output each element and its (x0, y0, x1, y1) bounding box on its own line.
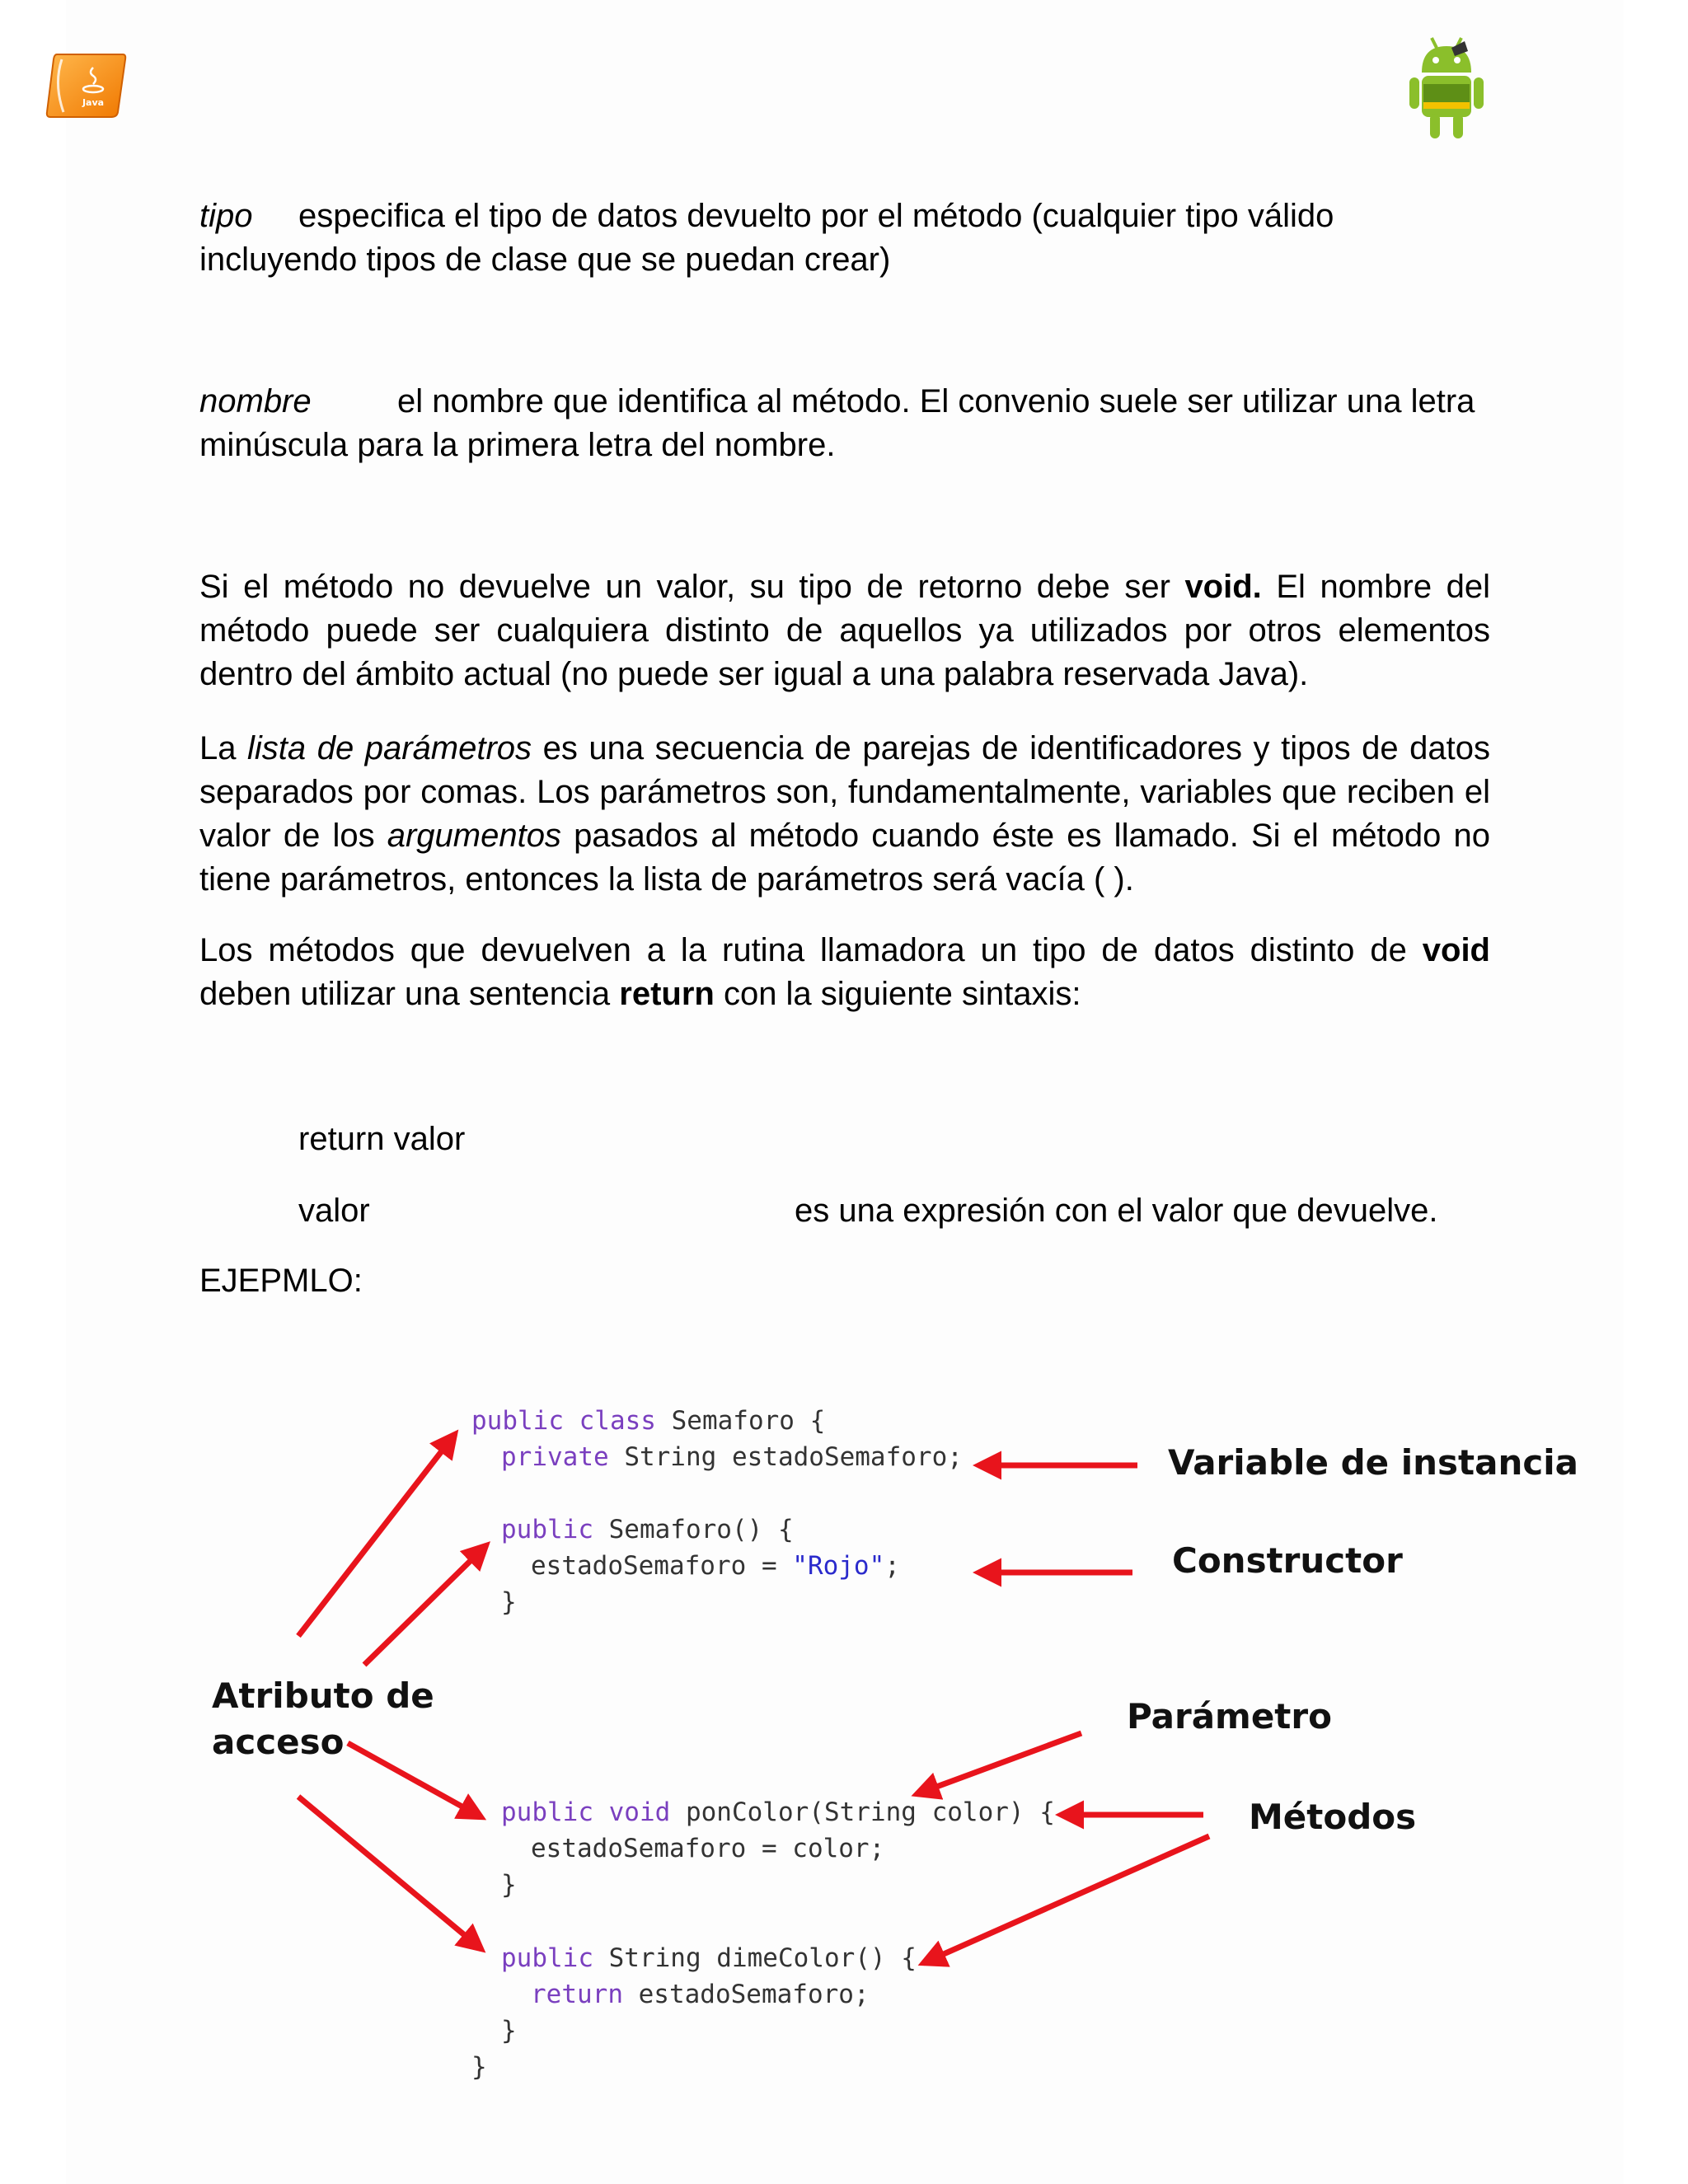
svg-text:public class Semaforo { (471, 1406, 825, 1436)
callout-parameter: Parámetro (1127, 1696, 1332, 1736)
text-run: pasados al método cuando éste es llamado. Si el método no tiene parámetros, entonces la lista de parámetros será vacía ( ). (199, 818, 1490, 898)
svg-text:private String estadoSemaforo; (501, 1442, 963, 1472)
definition-text: el nombre que identifica al método. El convenio suele ser utilizar una letra (397, 383, 1475, 419)
callout-access-attribute-line2: acceso (212, 1722, 345, 1762)
code-text: ponColor(String color) { (670, 1797, 1055, 1827)
definition-term: nombre (199, 383, 312, 419)
svg-text:return estadoSemaforo; (531, 1980, 870, 2009)
code-brace: } (471, 2052, 487, 2082)
svg-text:estadoSemaforo = "Rojo"; (531, 1551, 900, 1581)
definition-text-continued: incluyendo tipos de clase que se puedan crear) (199, 241, 891, 278)
code-text: String estadoSemaforo; (608, 1442, 963, 1472)
term-arguments: argumentos (387, 818, 561, 854)
text-run: Los métodos que devuelven a la rutina llamadora un tipo de datos distinto de (199, 932, 1423, 968)
svg-text:Java: Java (82, 97, 105, 108)
code-keyword: public (501, 1515, 593, 1544)
definition-term: tipo (199, 198, 253, 234)
valor-term: valor (298, 1193, 370, 1229)
code-text: Semaforo { (655, 1406, 826, 1436)
java-logo-icon (45, 51, 128, 120)
code-brace: } (501, 1587, 517, 1617)
return-syntax: return valor (298, 1121, 466, 1157)
example-diagram (199, 1372, 1578, 2097)
definition-text: especifica el tipo de datos devuelto por el método (cualquier tipo válido (298, 198, 1334, 234)
keyword-void: void. (1184, 569, 1262, 605)
arrow-parameter (917, 1733, 1081, 1794)
definition-tipo (199, 194, 1493, 282)
code-keyword: private (501, 1442, 609, 1472)
code-text: estadoSemaforo = (531, 1551, 793, 1581)
paragraph-return (199, 929, 1490, 1016)
callout-constructor: Constructor (1172, 1540, 1403, 1581)
definition-nombre (199, 380, 1493, 467)
code-keyword: public class (471, 1406, 656, 1436)
code-text: ; (884, 1551, 900, 1581)
example-label: EJEPMLO: (199, 1263, 363, 1299)
code-keyword: return (531, 1980, 623, 2009)
arrow-access-class (298, 1434, 455, 1636)
paragraph-parameter-list (199, 727, 1490, 902)
code-brace: } (501, 2016, 517, 2046)
arrow-access-poncolor (348, 1743, 481, 1817)
arrow-access-constructor (364, 1545, 486, 1665)
valor-description: es una expresión con el valor que devuelve. (795, 1193, 1438, 1229)
code-text: String dimeColor() { (593, 1943, 917, 1973)
svg-text:public void ponColor(String co (501, 1797, 1055, 1827)
code-keyword: public void (501, 1797, 671, 1827)
code-text: estadoSemaforo = color; (531, 1834, 885, 1863)
svg-text:public Semaforo() { (501, 1515, 794, 1544)
keyword-return: return (619, 976, 715, 1012)
term-parameter-list: lista de parámetros (247, 730, 532, 766)
code-text: estadoSemaforo; (622, 1980, 870, 2009)
code-text: Semaforo() { (593, 1515, 794, 1544)
android-logo-icon (1405, 31, 1488, 143)
text-run: La (199, 730, 248, 766)
keyword-void: void (1422, 932, 1490, 968)
definition-text-continued: minúscula para la primera letra del nombre. (199, 427, 836, 463)
callout-methods: Métodos (1249, 1797, 1417, 1837)
text-run: Si el método no devuelve un valor, su tipo de retorno debe ser (199, 569, 1185, 605)
code-brace: } (501, 1870, 517, 1900)
callout-instance-variable: Variable de instancia (1168, 1442, 1578, 1483)
text-run: con la siguiente sintaxis: (714, 976, 1081, 1012)
arrow-method-dimecolor (923, 1836, 1209, 1963)
text-run: deben utilizar una sentencia (199, 976, 620, 1012)
code-string: "Rojo" (792, 1551, 885, 1581)
svg-text:public String dimeColor() { (501, 1943, 917, 1973)
paragraph-void (199, 565, 1490, 696)
code-keyword: public (501, 1943, 593, 1973)
callout-access-attribute: Atributo de (212, 1675, 434, 1716)
text-run: es una secuencia de parejas de identificadores y tipos de datos separados por comas. Los parámetros son, fundamentalmente, variables que reciben el valor de los (199, 730, 1491, 854)
arrow-access-dimecolor (298, 1797, 481, 1949)
text-run: El nombre del método puede ser cualquiera distinto de aquellos ya utilizados por otros elementos dentro del ámbito actual (no puede ser igual a una palabra reservada Java). (199, 569, 1490, 692)
